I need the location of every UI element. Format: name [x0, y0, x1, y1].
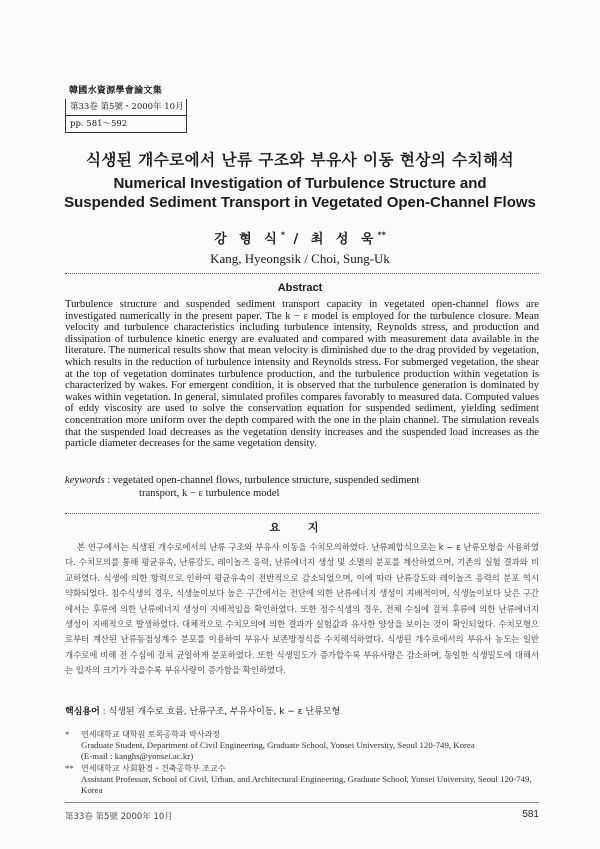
- keywords-block: [65, 475, 539, 500]
- divider-middle: [65, 513, 539, 514]
- keywords-label: keywords: [65, 475, 105, 486]
- keywords-text-1: : vegetated open-channel flows, turbulence structure, suspended sediment: [104, 475, 420, 486]
- footnote-2: [65, 763, 539, 797]
- footnote-1-korean: 연세대학교 대학원 토목공학과 박사과정: [81, 730, 221, 739]
- keywords-text-2: transport, k − ε turbulence model: [139, 487, 280, 499]
- journal-info-box: [65, 83, 187, 133]
- footnote-1: [65, 729, 539, 763]
- korean-keywords-label: 핵심용어: [65, 707, 100, 717]
- footnote-2-mark: **: [65, 763, 74, 773]
- title-english-line-2: Suspended Sediment Transport in Vegetated Open-Channel Flows: [64, 194, 536, 211]
- footnote-1-email: (E-mail : kanghs@yonsei.ac.kr): [81, 751, 194, 762]
- abstract-text: Turbulence structure and suspended sediment transport capacity in vegetated open-channel flows are investigated numerically in the present paper. The k − ε model is employed for the turbulence closure. Mean velocity and turbulence characteristics including turbulence intensity, Reynolds stress, and production and dissipation of turbulence kinetic energy are evaluated and compared with measurement data available in the literature. The numerical results show that mean velocity is diminished due to the drag provided by vegetation, which results in the reduction of turbulence intensity and Reynolds stress. For submerged vegetation, the shear at the top of vegetation dominates turbulence production, and the turbulence production within vegetation is characterized by wakes. For emergent condition, it is observed that the turbulence generation is dominated by wakes within vegetation. In general, simulated profiles compares favorably to measured data. Computed values of eddy viscosity are used to solve the conservation equation for suspended sediment, yielding sediment concentration more uniform over the depth compared with the one in the plain channel. The simulation reveals that the suspended load decreases as the vegetation density increases and the suspended load increases as the particle diameter decreases for the same vegetation density.: [65, 299, 539, 450]
- author-1-mark: *: [280, 230, 285, 240]
- divider-top: [65, 273, 539, 274]
- author-1-korean: 강 형 식: [214, 232, 281, 247]
- abstract-heading: Abstract: [277, 282, 323, 294]
- korean-abstract-text: 본 연구에서는 식생된 개수로에서의 난류 구조와 부유사 이동을 수치모의하였다. 난류폐합식으로는 k − ε 난류모형을 사용하였다. 수치모의를 통해 평균유속, 난류강도, 레이놀즈 응력, 난류에너지 생성 및 소멸의 분포를 계산하였으며, 기존의 실험 결과와 비교하였다. 식생에 의한 항력으로 인하여 평균유속이 전반적으로 감소되었으며, 이에 따라 난류강도와 레이놀즈 응력의 분포 역시 약화되었다. 침수식생의 경우, 식생높이보다 높은 구간에서는 전단에 의한 난류에너지 생성이 지배적이며, 식생높이보다 낮은 구간에서는 후류에 의한 난류에너지 생성이 지배적임을 확인하였다. 또한 정수식생의 경우, 전체 수심에 걸쳐 후류에 의한 난류에너지 생성이 지배적으로 발생하였다. 대체적으로 수치모의에 의한 결과가 실험값과 유사한 양상을 보이는 것이 확인되었다. 수치모형으로부터 계산된 난류동점성계수 분포를 이용하여 부유사 보존방정식을 수치해석하였다. 식생된 개수로에서의 부유사 농도는 일반 개수로에 비해 전 수심에 걸쳐 균일하게 분포하였다. 또한 식생밀도가 증가할수록 부유사량은 감소하며, 동일한 식생밀도에 대해서는 입자의 크기가 작을수록 부유사량이 증가함을 확인하였다.: [65, 542, 539, 676]
- page-number: 581: [522, 809, 539, 820]
- footnote-2-english: Assistant Professor, School of Civil, Urban, and Architectural Engineering, Graduate School, Yonsei University, Seoul 120-749, Korea: [81, 774, 532, 796]
- korean-keywords-text: : 식생된 개수로 흐름, 난류구조, 부유사이동, k − ε 난류모형: [99, 707, 341, 717]
- author-2-mark: **: [377, 230, 386, 240]
- title-english-line-1: Numerical Investigation of Turbulence Structure and: [113, 175, 487, 192]
- keywords-line-1: [65, 475, 539, 488]
- page-footer-journal: 第33卷 第5號 2000年 10月: [65, 812, 173, 822]
- journal-pages: pp. 581～592: [65, 116, 187, 133]
- title-korean: 식생된 개수로에서 난류 구조와 부유사 이동 현상의 수치해석: [85, 151, 515, 169]
- korean-keywords: [65, 704, 539, 717]
- authors-english: Kang, Hyeongsik / Choi, Sung-Uk: [210, 251, 390, 266]
- korean-abstract-heading: 요 지: [269, 521, 331, 534]
- footnote-2-korean: 연세대학교 사회환경・건축공학부 조교수: [81, 764, 226, 773]
- journal-name: 韓國水資源學會論文集: [69, 85, 163, 96]
- authors-korean: [0, 228, 600, 247]
- footnote-1-mark: *: [65, 729, 70, 739]
- author-separator: /: [293, 232, 303, 247]
- journal-volume: 第33卷 第5號・2000年 10月: [65, 99, 187, 116]
- footnote-1-english: Graduate Student, Department of Civil Engineering, Graduate School, Yonsei University, Seoul 120-749, Korea: [81, 740, 475, 751]
- divider-footer: [65, 802, 539, 803]
- author-2-korean: 최 성 욱: [310, 232, 378, 247]
